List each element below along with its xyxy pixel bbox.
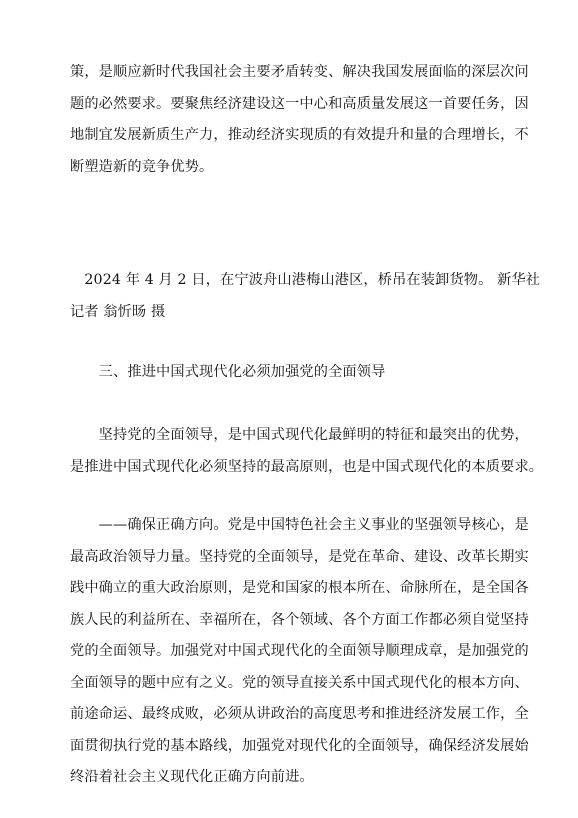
text-line: 践中确立的重大政治原则，是党和国家的根本所在、命脉所在，是全国各 [70, 580, 529, 596]
paragraph-economy [70, 57, 529, 183]
photo-caption [70, 265, 541, 328]
text-line: 题的必然要求。要聚焦经济建设这一中心和高质量发展这一首要任务，因 [70, 95, 529, 112]
text-line: 是推进中国式现代化必须坚持的最高原则，也是中国式现代化的本质要求。 [70, 458, 544, 475]
text-line: 最高政治领导力量。坚持党的全面领导，是党在革命、建设、改革长期实 [70, 548, 529, 565]
text-line: 坚持党的全面领导，是中国式现代化最鲜明的特征和最突出的优势， [70, 427, 529, 443]
text-line: 面贯彻执行党的基本路线，加强党对现代化的全面领导，确保经济发展始 [70, 737, 529, 754]
text-line: ——确保正确方向。党是中国特色社会主义事业的坚强领导核心，是 [70, 517, 529, 533]
text-line: 地制宜发展新质生产力，推动经济实现质的有效提升和量的合理增长，不 [70, 127, 529, 143]
text-line: 终沿着社会主义现代化正确方向前进。 [70, 769, 314, 785]
text-line: 党的全面领导。加强党对中国式现代化的全面领导顺理成章，是加强党的 [70, 643, 529, 659]
text-line: 前途命运、最终成败，必须从讲政治的高度思考和推进经济发展工作，全 [70, 706, 529, 722]
section-heading [70, 357, 516, 389]
paragraph-party-leadership [70, 420, 544, 483]
text-line: 全面领导的题中应有之义。党的领导直接关系中国式现代化的根本方向、 [70, 674, 529, 691]
text-line: 断塑造新的竞争优势。 [70, 158, 214, 175]
caption-line: 2024 年 4 月 2 日，在宁波舟山港梅山港区，桥吊在装卸货物。 新华社 [70, 272, 541, 288]
text-line: 族人民的利益所在、幸福所在，各个领域、各个方面工作都必须自觉坚持 [70, 611, 529, 628]
section-heading-text: 三、推进中国式现代化必须加强党的全面领导 [70, 364, 386, 380]
caption-line: 记者 翁忻旸 摄 [70, 303, 166, 320]
text-line: 策，是顺应新时代我国社会主要矛盾转变、解决我国发展面临的深层次问 [70, 64, 529, 80]
paragraph-correct-direction [70, 510, 529, 794]
